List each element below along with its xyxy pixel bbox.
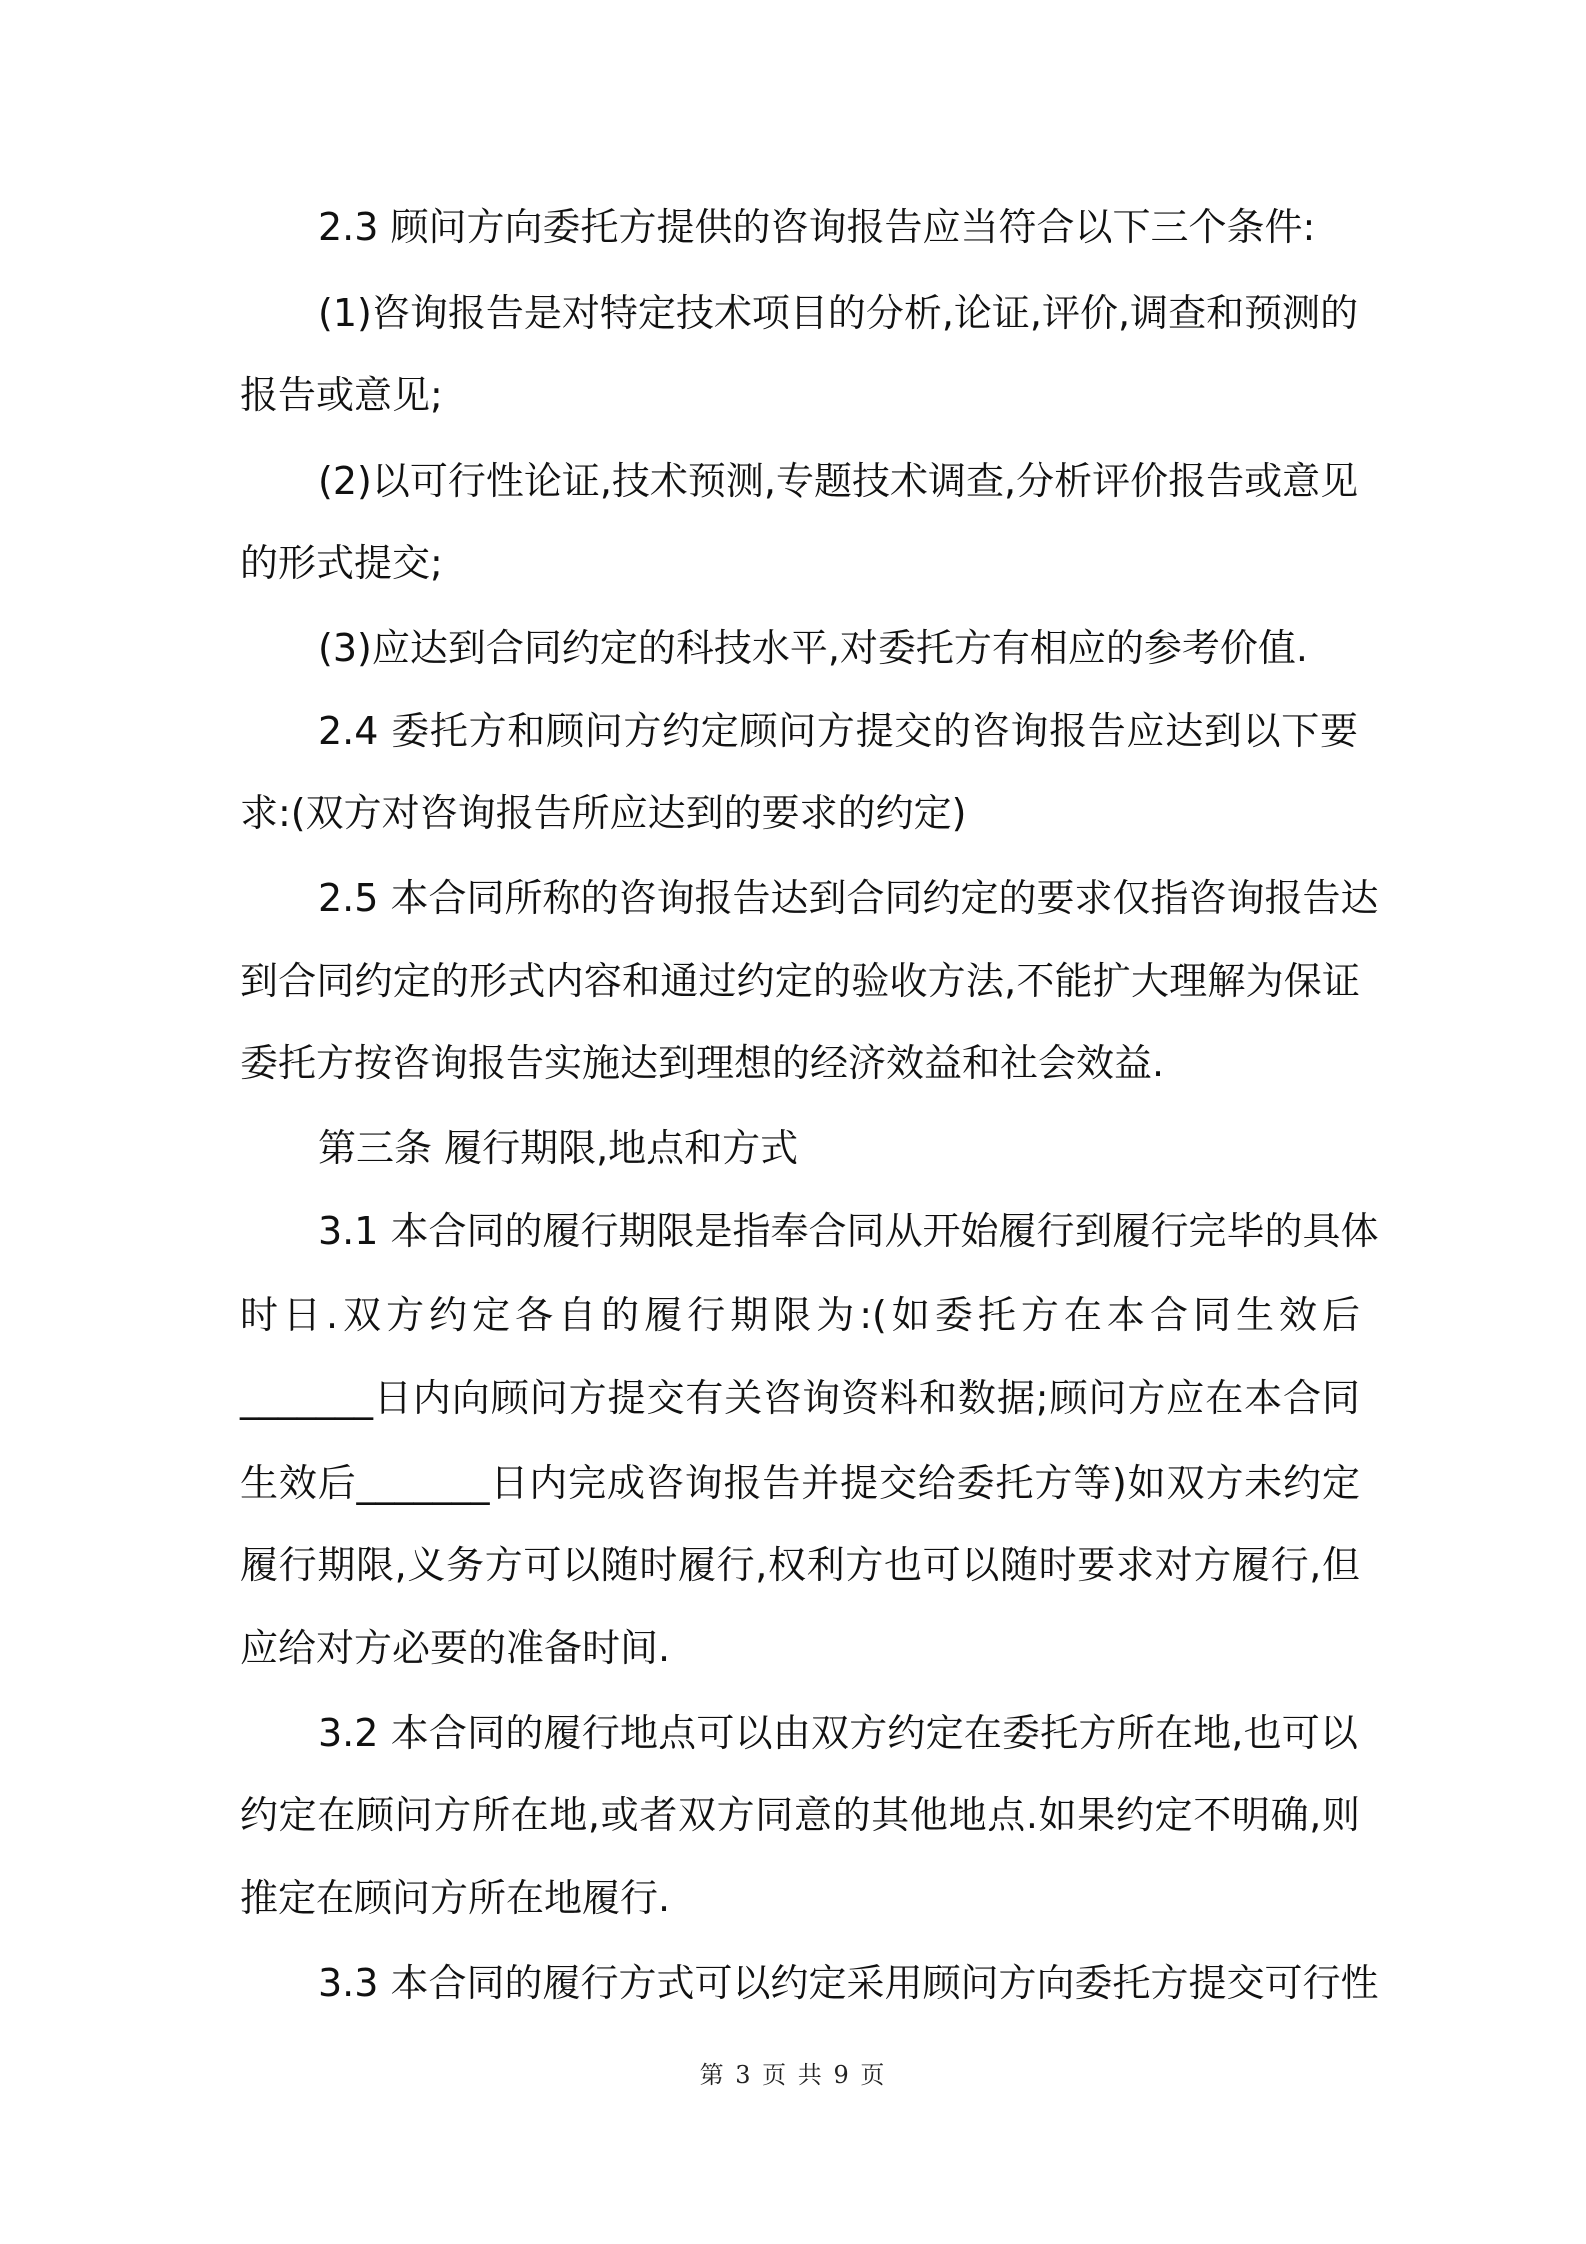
text-line: 的形式提交; (240, 541, 443, 585)
text-line: 2.5 本合同所称的咨询报告达到合同约定的要求仅指咨询报告达 (318, 876, 1379, 920)
text-line: 推定在顾问方所在地履行. (240, 1876, 671, 1920)
text-line: 应给对方必要的准备时间. (240, 1626, 671, 1670)
text-line: 履行期限,义务方可以随时履行,权利方也可以随时要求对方履行,但 (240, 1543, 1360, 1587)
text-line: 3.2 本合同的履行地点可以由双方约定在委托方所在地,也可以 (318, 1711, 1358, 1755)
text-line: 生效后_______日内完成咨询报告并提交给委托方等)如双方未约定 (240, 1461, 1360, 1505)
page-number-footer: 第 3 页 共 9 页 (699, 2061, 887, 2089)
text-line: (1)咨询报告是对特定技术项目的分析,论证,评价,调查和预测的 (318, 291, 1359, 335)
text-line: (3)应达到合同约定的科技水平,对委托方有相应的参考价值. (318, 626, 1308, 670)
text-line: (2)以可行性论证,技术预测,专题技术调查,分析评价报告或意见 (318, 459, 1359, 503)
text-line: 2.3 顾问方向委托方提供的咨询报告应当符合以下三个条件: (318, 205, 1316, 249)
text-line: 委托方按咨询报告实施达到理想的经济效益和社会效益. (240, 1041, 1165, 1085)
text-line: 求:(双方对咨询报告所应达到的要求的约定) (240, 791, 967, 835)
section-heading: 第三条 履行期限,地点和方式 (318, 1126, 799, 1170)
text-line: 约定在顾问方所在地,或者双方同意的其他地点.如果约定不明确,则 (240, 1793, 1360, 1837)
text-line: 2.4 委托方和顾问方约定顾问方提交的咨询报告应达到以下要 (318, 709, 1358, 753)
text-line: 3.1 本合同的履行期限是指奉合同从开始履行到履行完毕的具体 (318, 1209, 1379, 1253)
text-line: _______日内向顾问方提交有关咨询资料和数据;顾问方应在本合同 (240, 1376, 1360, 1420)
text-line: 报告或意见; (240, 373, 443, 417)
text-line: 时日.双方约定各自的履行期限为:(如委托方在本合同生效后 (240, 1293, 1360, 1337)
text-line: 到合同约定的形式内容和通过约定的验收方法,不能扩大理解为保证 (240, 959, 1360, 1003)
text-line: 3.3 本合同的履行方式可以约定采用顾问方向委托方提交可行性 (318, 1961, 1379, 2005)
